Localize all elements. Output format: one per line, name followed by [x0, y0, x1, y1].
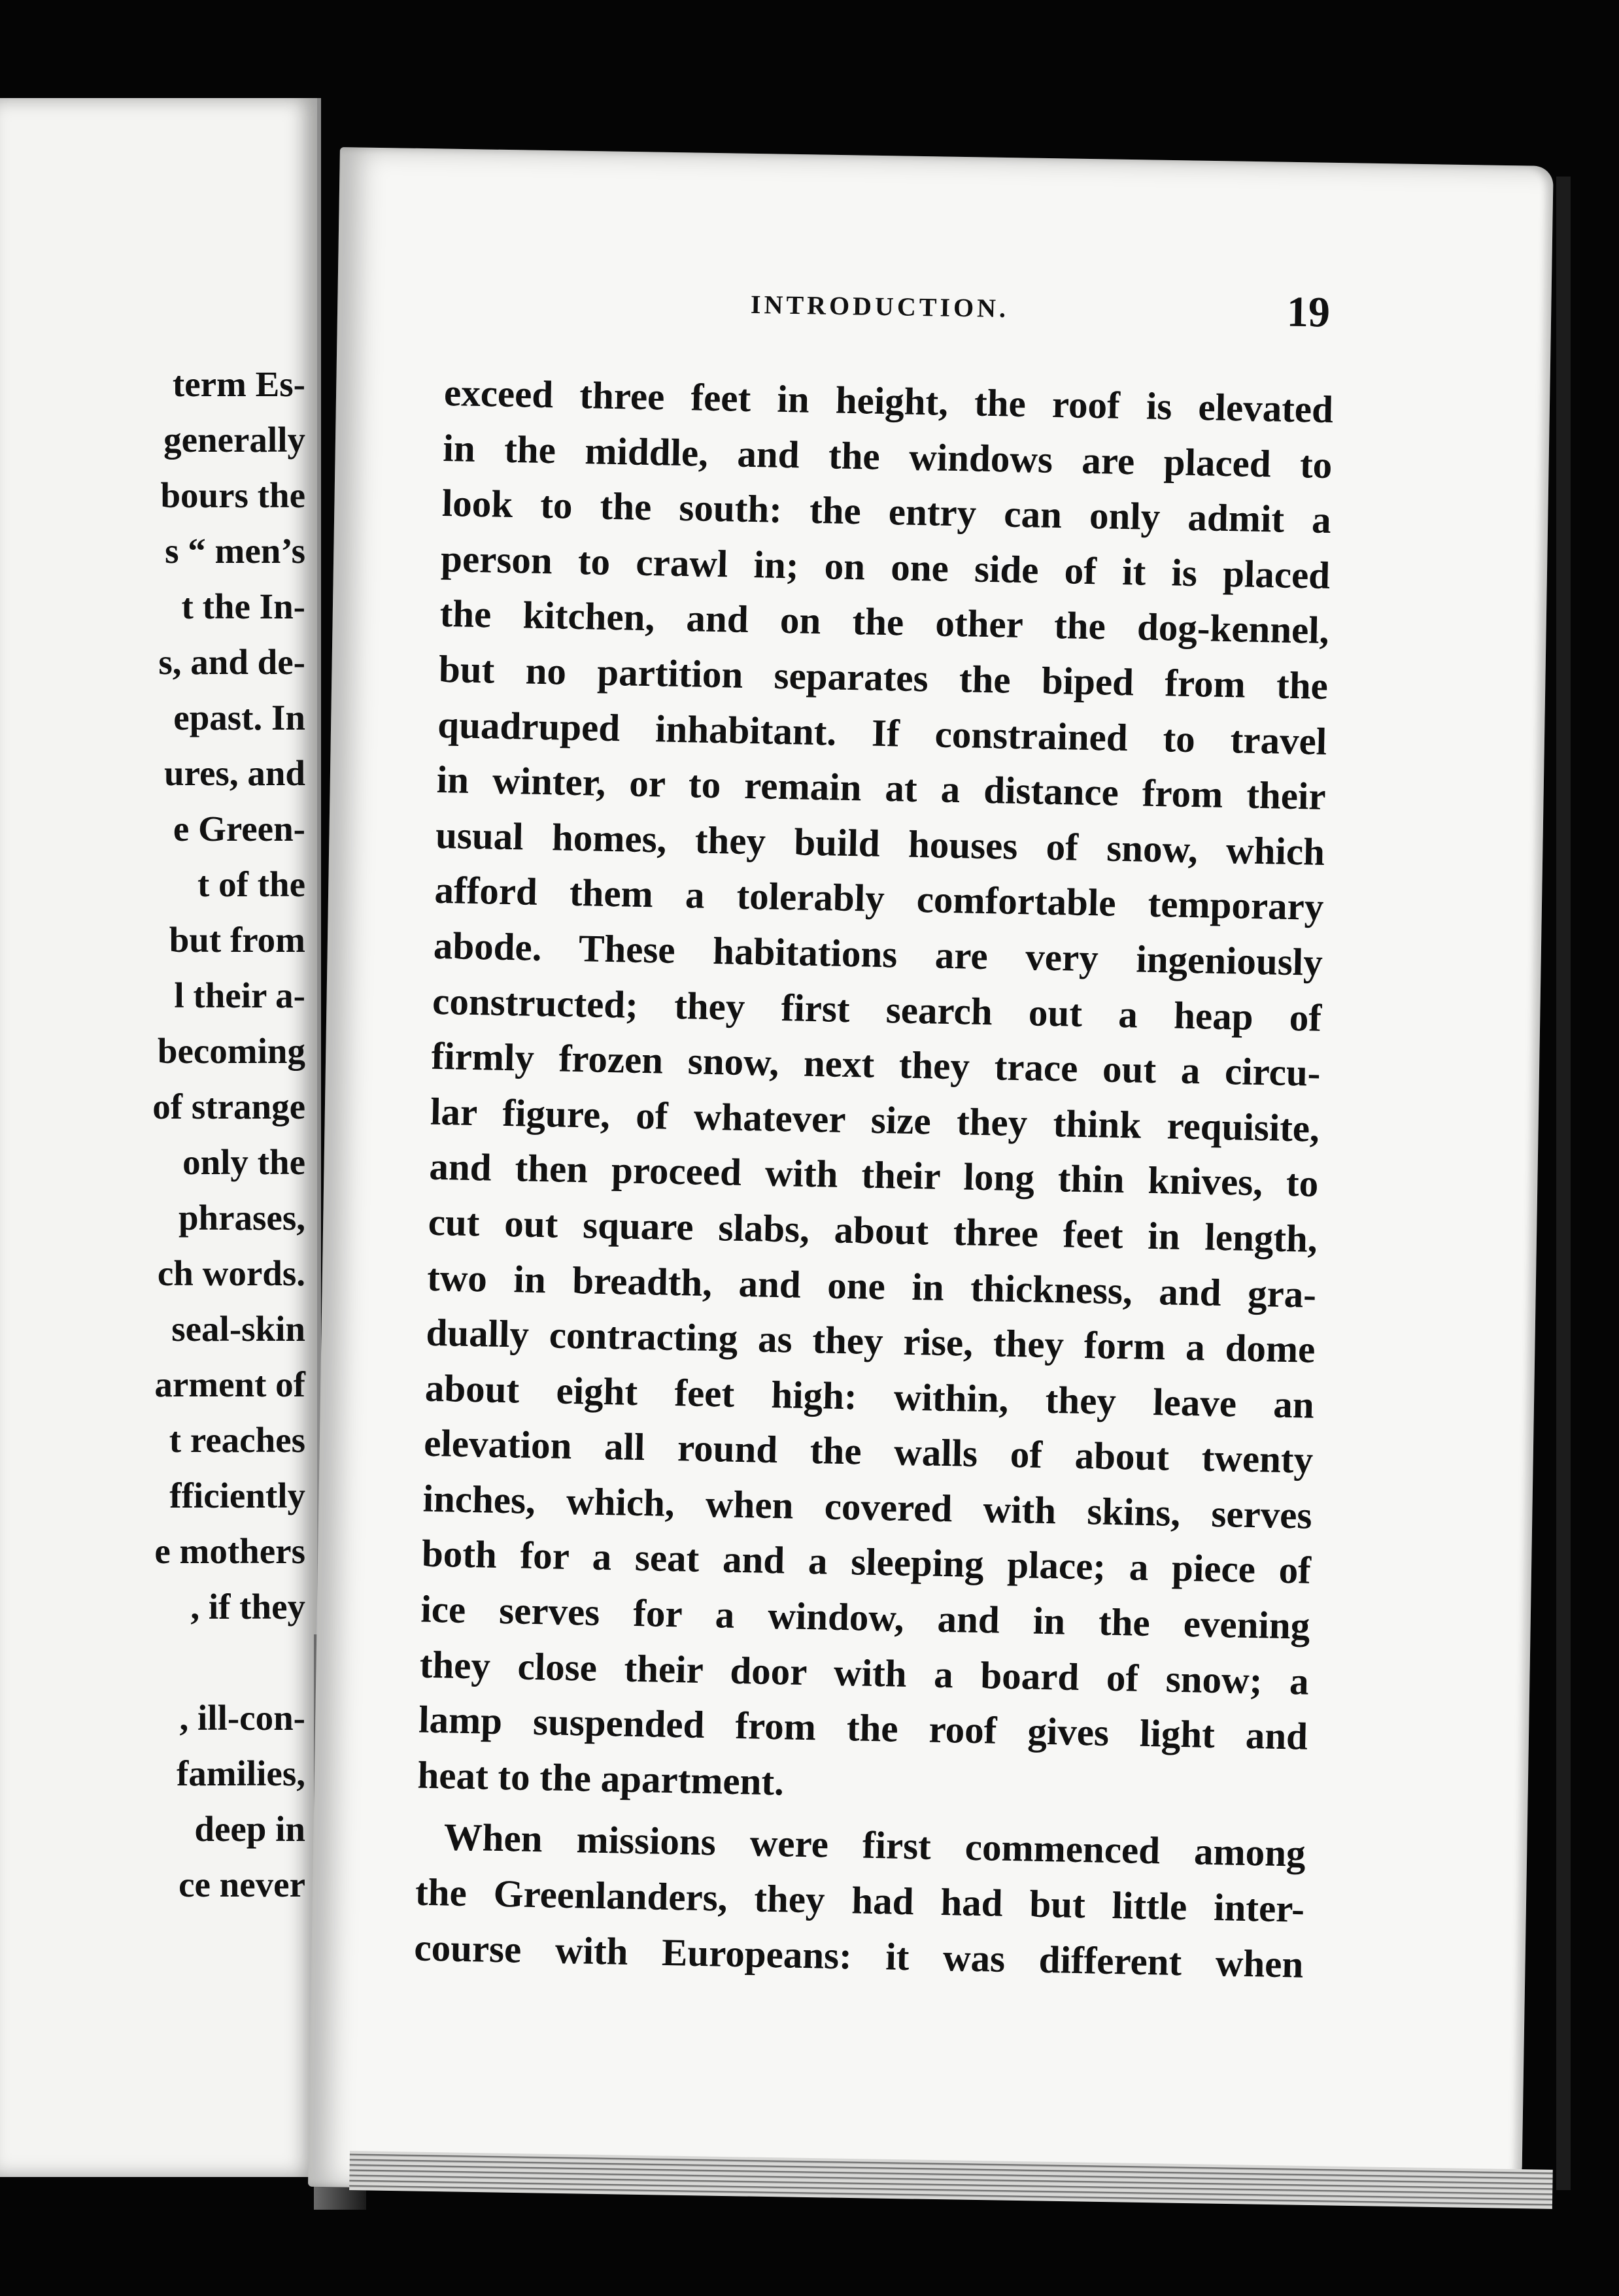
text-line: , if they: [190, 1587, 305, 1627]
text-line: about eight feet high: within, they leave an: [424, 1366, 1315, 1427]
text-line: cut out square slabs, about three feet in length,: [428, 1200, 1318, 1260]
text-line: term Es-: [172, 364, 305, 404]
text-line: e Green-: [173, 809, 305, 849]
text-line: ch words.: [157, 1253, 305, 1293]
text-line: in the middle, and the windows are placed to: [442, 426, 1333, 486]
text-line: elevation all round the walls of about twenty: [423, 1421, 1314, 1482]
text-line: fficiently: [169, 1476, 305, 1515]
text-line: quadruped inhabitant. If constrained to travel: [437, 702, 1327, 763]
text-line: constructed; they first search out a heap of: [432, 979, 1322, 1039]
text-line: bours the: [160, 475, 305, 515]
text-line: seal-skin: [171, 1309, 305, 1349]
text-line: the kitchen, and on the other the dog-kennel,: [439, 592, 1330, 652]
text-line: When missions were first commenced among: [443, 1815, 1306, 1876]
blank-line: [5, 1634, 305, 1690]
text-line: course with Europeans: it was different when: [413, 1925, 1304, 1986]
text-line: phrases,: [178, 1198, 305, 1238]
text-line: , ill-con-: [179, 1698, 305, 1738]
text-line: heat to the apartment.: [417, 1753, 785, 1804]
text-line: lar figure, of whatever size they think requisite,: [430, 1089, 1320, 1150]
text-line: both for a seat and a sleeping place; a piece of: [421, 1532, 1312, 1593]
text-line: but no partition separates the biped from the: [438, 647, 1329, 707]
text-line: ce never: [179, 1865, 305, 1904]
text-line: becoming: [157, 1031, 305, 1071]
text-line: exceed three feet in height, the roof is elevated: [443, 370, 1334, 431]
text-line: t the In-: [181, 586, 305, 626]
text-line: abode. These habitations are very ingeniously: [433, 923, 1323, 984]
text-line: the Greenlanders, they had had but little inter-: [415, 1870, 1305, 1931]
text-line: inches, which, when covered with skins, serves: [422, 1476, 1313, 1537]
text-line: e mothers: [154, 1531, 305, 1571]
text-line: in winter, or to remain at a distance from their: [436, 758, 1327, 819]
text-line: families,: [176, 1753, 305, 1793]
text-line: lamp suspended from the roof gives light and: [418, 1697, 1308, 1758]
text-line: firmly frozen snow, next they trace out a circu-: [431, 1034, 1321, 1095]
previous-page-text: [5, 356, 305, 1912]
text-line: and then proceed with their long thin knives, to: [428, 1145, 1319, 1206]
running-head: INTRODUCTION.: [750, 289, 1010, 324]
text-line: only the: [182, 1142, 305, 1182]
text-line: dually contracting as they rise, they form a dome: [425, 1310, 1316, 1371]
text-line: look to the south: the entry can only admit a: [441, 481, 1332, 542]
text-line: but from: [169, 920, 305, 960]
text-line: s, and de-: [158, 642, 305, 682]
page-body-text: [414, 365, 1334, 1992]
previous-page: [0, 98, 321, 2177]
text-line: of strange: [152, 1087, 305, 1126]
text-line: person to crawl in; on one side of it is placed: [440, 536, 1331, 597]
text-line: they close their door with a board of snow; a: [419, 1642, 1310, 1703]
text-line: t reaches: [169, 1420, 305, 1460]
text-line: ures, and: [164, 753, 305, 793]
text-line: ice serves for a window, and in the evening: [420, 1587, 1310, 1647]
text-line: t of the: [197, 864, 305, 904]
text-line: arment of: [154, 1364, 305, 1404]
page-edge-shadow: [1556, 177, 1571, 2190]
text-line: s “ men’s: [165, 531, 305, 571]
page-number: 19: [1286, 288, 1331, 337]
text-line: two in breadth, and one in thickness, and gra-: [426, 1255, 1317, 1316]
text-line: epast. In: [173, 698, 305, 737]
text-line: deep in: [194, 1809, 305, 1849]
text-line: afford them a tolerably comfortable temporary: [434, 868, 1324, 929]
text-line: generally: [163, 420, 305, 460]
text-line: l their a-: [174, 975, 305, 1015]
text-line: usual homes, they build houses of snow, which: [435, 813, 1325, 873]
